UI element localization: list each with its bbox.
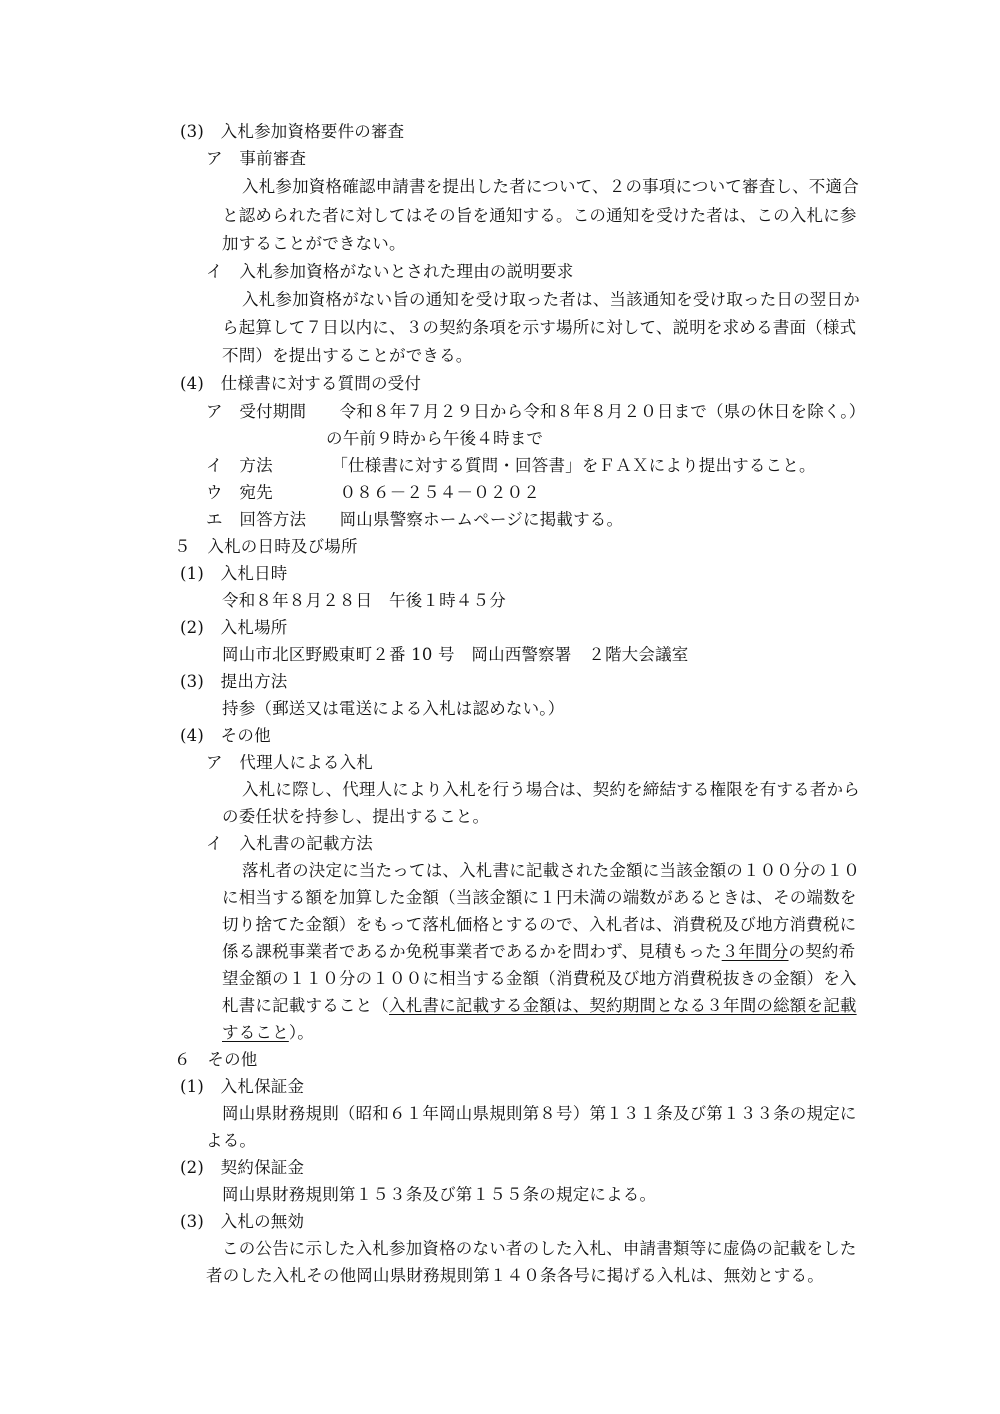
paragraph-line: の委任状を持参し、提出すること。 (222, 807, 490, 826)
paragraph-line: 望金額の１１０分の１００に相当する金額（消費税及び地方消費税抜きの金額）を入 (222, 969, 857, 988)
section-heading: ５ 入札の日時及び場所 (174, 537, 358, 556)
list-item: エ 回答方法 岡山県警察ホームページに掲載する。 (206, 510, 624, 529)
paragraph-line: よる。 (206, 1131, 257, 1150)
underlined-text: すること (222, 1023, 289, 1042)
paragraph-line: 入札参加資格確認申請書を提出した者について、２の事項について審査し、不適合 (242, 177, 859, 196)
paragraph-line: 不問）を提出することができる。 (222, 346, 473, 365)
subsection-heading: イ 入札参加資格がないとされた理由の説明要求 (206, 262, 574, 281)
subsection-heading: ア 代理人による入札 (206, 753, 373, 772)
paragraph-line: 岡山市北区野殿東町２番 10 号 岡山西警察署 ２階大会議室 (222, 645, 689, 664)
list-item-continuation: の午前９時から午後４時まで (326, 429, 544, 448)
paragraph-line (222, 941, 855, 963)
paragraph-line: 入札参加資格がない旨の通知を受け取った者は、当該通知を受け取った日の翌日か (242, 290, 860, 309)
list-item: ア 受付期間 令和８年７月２９日から令和８年８月２０日まで（県の休日を除く。） (206, 402, 866, 421)
subsection-heading: (1) 入札保証金 (180, 1077, 305, 1096)
paragraph-line: 岡山県財務規則（昭和６１年岡山県規則第８号）第１３１条及び第１３３条の規定に (222, 1104, 857, 1123)
subsection-heading: (2) 入札場所 (180, 618, 288, 637)
text-span: 係る課税事業者であるか免税事業者であるかを問わず、見積もった (222, 942, 722, 961)
text-span: ）。 (288, 1023, 314, 1042)
subsection-heading: (3) 提出方法 (180, 672, 288, 691)
list-item: ウ 宛先 ０８６－２５４－０２０２ (206, 483, 540, 502)
paragraph-line: この公告に示した入札参加資格のない者のした入札、申請書類等に虚偽の記載をした (222, 1239, 857, 1258)
paragraph-line: 入札に際し、代理人により入札を行う場合は、契約を締結する権限を有する者から (242, 780, 860, 799)
text-span: の契約希 (788, 942, 856, 961)
section-heading: ６ その他 (174, 1050, 258, 1069)
paragraph-line (222, 995, 857, 1017)
paragraph-line: ら起算して７日以内に、３の契約条項を示す場所に対して、説明を求める書面（様式 (222, 318, 857, 337)
underlined-text: 入札書に記載する金額は、契約期間となる３年間の総額を記載 (389, 996, 857, 1015)
paragraph-line: 者のした入札その他岡山県財務規則第１４０条各号に掲げる入札は、無効とする。 (206, 1266, 824, 1285)
paragraph-line: 令和８年８月２８日 午後１時４５分 (222, 591, 506, 610)
paragraph-line: 岡山県財務規則第１５３条及び第１５５条の規定による。 (222, 1185, 657, 1204)
subsection-heading: ア 事前審査 (206, 149, 307, 168)
paragraph-line: 切り捨てた金額）をもって落札価格とするので、入札者は、消費税及び地方消費税に (222, 915, 857, 934)
underlined-text: ３年間分 (721, 942, 789, 961)
subsection-heading: (1) 入札日時 (180, 564, 288, 583)
section-heading: (4) 仕様書に対する質問の受付 (180, 374, 422, 393)
subsection-heading: (2) 契約保証金 (180, 1158, 305, 1177)
paragraph-line: 加することができない。 (222, 234, 406, 253)
subsection-heading: (3) 入札の無効 (180, 1212, 305, 1231)
subsection-heading: (4) その他 (180, 726, 271, 745)
paragraph-line: に相当する額を加算した金額（当該金額に１円未満の端数があるときは、その端数を (222, 888, 857, 907)
subsection-heading: イ 入札書の記載方法 (206, 834, 373, 853)
paragraph-line (222, 1022, 314, 1044)
paragraph-line: 落札者の決定に当たっては、入札書に記載された金額に当該金額の１００分の１０ (242, 861, 860, 880)
text-span: 札書に記載すること（ (222, 996, 389, 1015)
list-item: イ 方法 「仕様書に対する質問・回答書」をＦＡＸにより提出すること。 (206, 456, 816, 475)
section-heading: (3) 入札参加資格要件の審査 (180, 122, 405, 141)
paragraph-line: と認められた者に対してはその旨を通知する。この通知を受けた者は、この入札に参 (222, 206, 857, 225)
paragraph-line: 持参（郵送又は電送による入札は認めない。） (222, 699, 565, 718)
